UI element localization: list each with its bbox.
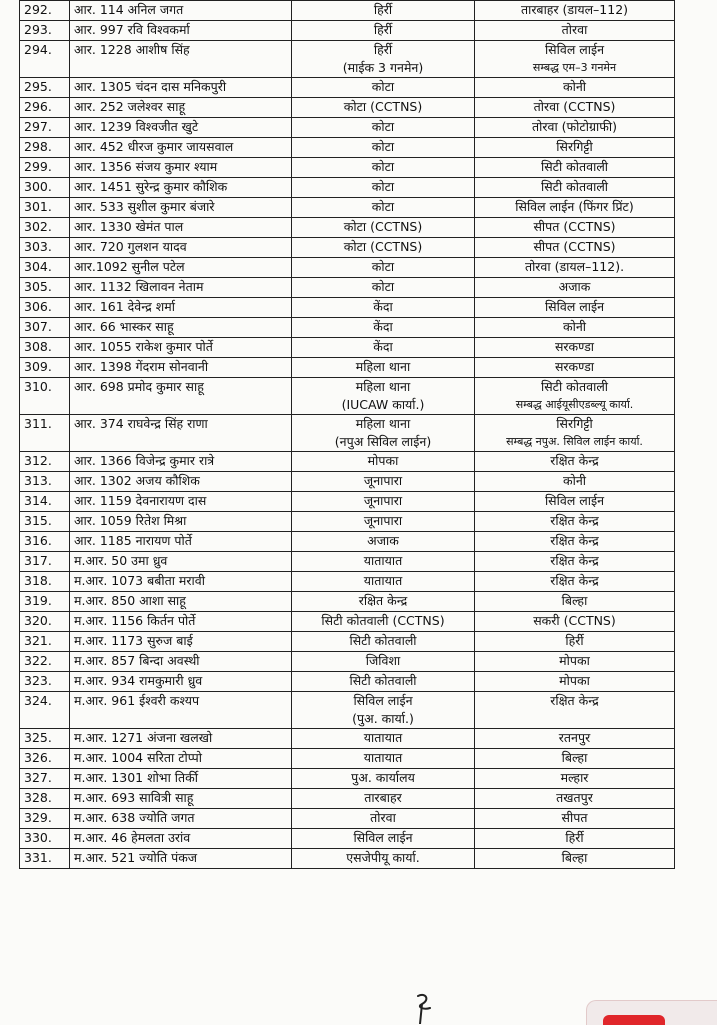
serial-number: 314.	[20, 492, 70, 512]
current-posting	[292, 21, 475, 41]
employee-name: आर. 1132 खिलावन नेताम	[70, 278, 292, 298]
new-posting-line: कोनी	[562, 473, 586, 488]
new-posting	[475, 472, 675, 492]
new-posting-line: सिटी कोतवाली	[540, 179, 609, 194]
table-row	[20, 238, 675, 258]
table-row	[20, 41, 675, 78]
employee-name: आर. 1451 सुरेन्द्र कुमार कौशिक	[70, 178, 292, 198]
employee-name: आर. 1356 संजय कुमार श्याम	[70, 158, 292, 178]
new-posting-line: सीपत (CCTNS)	[533, 219, 616, 234]
employee-name: म.आर. 693 सावित्री साहू	[70, 789, 292, 809]
serial-number: 302.	[20, 218, 70, 238]
new-posting	[475, 632, 675, 652]
serial-number: 323.	[20, 672, 70, 692]
new-posting-line: मोपका	[559, 673, 590, 688]
serial-number: 325.	[20, 729, 70, 749]
current-posting-line: केंदा	[373, 319, 393, 334]
current-posting-line: हिर्री	[373, 2, 393, 17]
new-posting	[475, 1, 675, 21]
current-posting	[292, 572, 475, 592]
current-posting	[292, 592, 475, 612]
current-posting-line: कोटा	[371, 259, 395, 274]
new-posting-line: सिविल लाईन	[544, 42, 605, 57]
new-posting	[475, 378, 675, 415]
new-posting	[475, 98, 675, 118]
current-posting-line: तारबाहर	[364, 790, 402, 805]
employee-name: म.आर. 46 हेमलता उरांव	[70, 829, 292, 849]
current-posting-line: कोटा (CCTNS)	[343, 239, 423, 254]
employee-name: म.आर. 1271 अंजना खलखो	[70, 729, 292, 749]
serial-number: 329.	[20, 809, 70, 829]
new-posting-line: सिरगिट्टी	[556, 139, 593, 154]
new-posting-line: रक्षित केन्द्र	[550, 453, 599, 468]
new-posting	[475, 218, 675, 238]
current-posting-line: कोटा	[371, 199, 395, 214]
employee-name: आर. 1330 खेमंत पाल	[70, 218, 292, 238]
current-posting	[292, 158, 475, 178]
new-posting-line: तारबाहर (डायल–112)	[520, 2, 629, 17]
current-posting	[292, 1, 475, 21]
new-posting	[475, 178, 675, 198]
current-posting	[292, 258, 475, 278]
new-posting	[475, 41, 675, 78]
new-posting-line: बिल्हा	[561, 850, 588, 865]
table-row	[20, 218, 675, 238]
serial-number: 300.	[20, 178, 70, 198]
table-row	[20, 472, 675, 492]
serial-number: 321.	[20, 632, 70, 652]
current-posting	[292, 472, 475, 492]
employee-name: म.आर. 521 ज्योति पंकज	[70, 849, 292, 869]
new-posting-line: तोरवा (डायल–112).	[524, 259, 625, 274]
serial-number: 312.	[20, 452, 70, 472]
employee-name: आर. 1305 चंदन दास मनिकपुरी	[70, 78, 292, 98]
serial-number: 294.	[20, 41, 70, 78]
new-posting-line: सिविल लाईन	[544, 493, 605, 508]
table-row	[20, 158, 675, 178]
table-row	[20, 21, 675, 41]
table-row	[20, 612, 675, 632]
table-row	[20, 1, 675, 21]
current-posting	[292, 632, 475, 652]
employee-name: आर. 1159 देवनारायण दास	[70, 492, 292, 512]
transfer-table	[19, 0, 675, 869]
new-posting	[475, 769, 675, 789]
current-posting	[292, 809, 475, 829]
table-row	[20, 532, 675, 552]
current-posting-line: महिला थाना	[355, 359, 411, 374]
current-posting-line: रक्षित केन्द्र	[358, 593, 408, 608]
serial-number: 298.	[20, 138, 70, 158]
table-row	[20, 318, 675, 338]
serial-number: 308.	[20, 338, 70, 358]
employee-name: आर. 1185 नारायण पोर्ते	[70, 532, 292, 552]
new-posting-line: तखतपुर	[556, 790, 593, 805]
employee-name: म.आर. 1173 सुरुज बाई	[70, 632, 292, 652]
current-posting-line: मोपका	[367, 453, 399, 468]
serial-number: 305.	[20, 278, 70, 298]
table-row	[20, 692, 675, 729]
table-row	[20, 258, 675, 278]
employee-name: आर. 66 भास्कर साहू	[70, 318, 292, 338]
serial-number: 328.	[20, 789, 70, 809]
table-row	[20, 198, 675, 218]
table-row	[20, 769, 675, 789]
current-posting-line: जूनापारा	[363, 513, 403, 528]
table-row	[20, 358, 675, 378]
current-posting	[292, 692, 475, 729]
serial-number: 317.	[20, 552, 70, 572]
current-posting	[292, 612, 475, 632]
current-posting	[292, 849, 475, 869]
table-row	[20, 378, 675, 415]
current-posting-line: सिटी कोतवाली (CCTNS)	[321, 613, 445, 628]
serial-number: 313.	[20, 472, 70, 492]
current-posting	[292, 138, 475, 158]
table-row	[20, 338, 675, 358]
new-posting	[475, 532, 675, 552]
new-posting-line: कोनी	[562, 79, 586, 94]
current-posting	[292, 492, 475, 512]
employee-name: आर. 1366 विजेन्द्र कुमार रात्रे	[70, 452, 292, 472]
serial-number: 326.	[20, 749, 70, 769]
table-row	[20, 729, 675, 749]
serial-number: 299.	[20, 158, 70, 178]
new-posting	[475, 672, 675, 692]
employee-name: आर. 1055 राकेश कुमार पोर्ते	[70, 338, 292, 358]
document-sheet	[19, 0, 674, 869]
serial-number: 310.	[20, 378, 70, 415]
current-posting-line: महिला थाना	[355, 416, 411, 431]
employee-name: आर. 114 अनिल जगत	[70, 1, 292, 21]
current-posting	[292, 512, 475, 532]
serial-number: 295.	[20, 78, 70, 98]
current-posting-line: केंदा	[373, 299, 393, 314]
table-row	[20, 672, 675, 692]
new-posting-line: सरकण्डा	[554, 359, 595, 374]
current-posting-line: सिटी कोतवाली	[349, 673, 417, 688]
employee-name: आर. 252 जलेश्वर साहू	[70, 98, 292, 118]
new-posting-line: सकरी (CCTNS)	[533, 613, 616, 628]
employee-name: म.आर. 1004 सरिता टोप्पो	[70, 749, 292, 769]
current-posting	[292, 769, 475, 789]
employee-name: आर. 1302 अजय कौशिक	[70, 472, 292, 492]
serial-number: 324.	[20, 692, 70, 729]
employee-name: आर. 997 रवि विश्वकर्मा	[70, 21, 292, 41]
table-row	[20, 278, 675, 298]
employee-name: म.आर. 961 ईश्वरी कश्यप	[70, 692, 292, 729]
serial-number: 301.	[20, 198, 70, 218]
current-posting-line: कोटा (CCTNS)	[343, 219, 423, 234]
current-posting-line: हिर्री	[373, 42, 393, 57]
new-posting	[475, 829, 675, 849]
new-posting	[475, 652, 675, 672]
table-row	[20, 749, 675, 769]
table-row	[20, 138, 675, 158]
current-posting	[292, 198, 475, 218]
table-row	[20, 118, 675, 138]
new-posting-line: रतनपुर	[558, 730, 591, 745]
serial-number: 303.	[20, 238, 70, 258]
current-posting-line: कोटा	[371, 119, 395, 134]
current-posting	[292, 78, 475, 98]
new-posting-line: तोरवा (CCTNS)	[533, 99, 616, 114]
new-posting	[475, 298, 675, 318]
new-posting-line: रक्षित केन्द्र	[550, 693, 599, 708]
employee-name: म.आर. 50 उमा ध्रुव	[70, 552, 292, 572]
new-posting-line: बिल्हा	[561, 593, 588, 608]
serial-number: 319.	[20, 592, 70, 612]
current-posting-line: हिर्री	[373, 22, 393, 37]
serial-number: 311.	[20, 415, 70, 452]
employee-name: आर. 452 धीरज कुमार जायसवाल	[70, 138, 292, 158]
table-row	[20, 592, 675, 612]
current-posting-line: यातायात	[363, 573, 403, 588]
new-posting-line: रक्षित केन्द्र	[550, 533, 599, 548]
current-posting	[292, 98, 475, 118]
current-posting	[292, 278, 475, 298]
serial-number: 304.	[20, 258, 70, 278]
new-posting-line: मोपका	[559, 653, 590, 668]
new-posting	[475, 238, 675, 258]
current-posting	[292, 532, 475, 552]
serial-number: 307.	[20, 318, 70, 338]
new-posting	[475, 592, 675, 612]
employee-name: आर. 720 गुलशन यादव	[70, 238, 292, 258]
current-posting-line: सिविल लाईन	[353, 693, 413, 708]
serial-number: 331.	[20, 849, 70, 869]
new-posting	[475, 158, 675, 178]
current-posting	[292, 318, 475, 338]
employee-name: आर. 698 प्रमोद कुमार साहू	[70, 378, 292, 415]
serial-number: 320.	[20, 612, 70, 632]
new-posting-line: सिटी कोतवाली	[540, 379, 609, 394]
signature-mark	[408, 990, 448, 1024]
current-posting	[292, 552, 475, 572]
current-posting-line: कोटा	[371, 79, 395, 94]
current-posting	[292, 829, 475, 849]
new-posting	[475, 809, 675, 829]
current-posting-line: यातायात	[363, 553, 403, 568]
new-posting	[475, 278, 675, 298]
employee-name: म.आर. 934 रामकुमारी ध्रुव	[70, 672, 292, 692]
serial-number: 297.	[20, 118, 70, 138]
new-posting	[475, 512, 675, 532]
employee-name: आर. 1059 रितेश मिश्रा	[70, 512, 292, 532]
new-posting-line: सिविल लाईन	[544, 299, 605, 314]
new-posting	[475, 692, 675, 729]
current-posting	[292, 118, 475, 138]
current-posting-line: (IUCAW कार्या.)	[341, 397, 425, 412]
new-posting	[475, 492, 675, 512]
table-row	[20, 789, 675, 809]
new-posting-line: सम्बद्ध नपुअ. सिविल लाईन कार्या.	[506, 435, 643, 448]
new-posting-line: रक्षित केन्द्र	[550, 573, 599, 588]
table-row	[20, 78, 675, 98]
table-row	[20, 552, 675, 572]
current-posting	[292, 729, 475, 749]
new-posting-line: तोरवा	[561, 22, 588, 37]
new-posting	[475, 749, 675, 769]
current-posting-line: कोटा	[371, 159, 395, 174]
new-posting	[475, 21, 675, 41]
new-posting-line: सीपत	[561, 810, 588, 825]
table-row	[20, 809, 675, 829]
employee-name: म.आर. 1073 बबीता मरावी	[70, 572, 292, 592]
new-posting-line: सिरगिट्टी	[556, 416, 593, 431]
new-posting	[475, 572, 675, 592]
new-posting-line: बिल्हा	[561, 750, 588, 765]
employee-name: आर. 161 देवेन्द्र शर्मा	[70, 298, 292, 318]
current-posting-line: सिटी कोतवाली	[349, 633, 417, 648]
current-posting-line: पुअ. कार्यालय	[351, 770, 415, 785]
table-row	[20, 98, 675, 118]
new-posting-line: सम्बद्ध एम–3 गनमेन	[532, 61, 617, 74]
serial-number: 330.	[20, 829, 70, 849]
current-posting	[292, 41, 475, 78]
current-posting-line: कोटा	[371, 279, 395, 294]
table-row	[20, 572, 675, 592]
new-posting	[475, 612, 675, 632]
current-posting-line: महिला थाना	[355, 379, 411, 394]
table-row	[20, 492, 675, 512]
table-row	[20, 178, 675, 198]
new-posting-line: सिटी कोतवाली	[540, 159, 609, 174]
current-posting-line: जूनापारा	[363, 473, 403, 488]
current-posting-line: (माईक 3 गनमेन)	[342, 60, 424, 75]
current-posting-line: सिविल लाईन	[353, 830, 413, 845]
serial-number: 315.	[20, 512, 70, 532]
current-posting	[292, 298, 475, 318]
current-posting	[292, 452, 475, 472]
employee-name: आर. 1398 गेंदराम सोनवानी	[70, 358, 292, 378]
current-posting-line: अजाक	[367, 533, 399, 548]
table-row	[20, 829, 675, 849]
current-posting	[292, 415, 475, 452]
new-posting	[475, 849, 675, 869]
current-posting-line: यातायात	[363, 730, 403, 745]
new-posting-line: रक्षित केन्द्र	[550, 513, 599, 528]
current-posting	[292, 378, 475, 415]
employee-name: म.आर. 857 बिन्दा अवस्थी	[70, 652, 292, 672]
corner-stamp	[586, 1000, 717, 1025]
new-posting-line: सिविल लाईन (फिंगर प्रिंट)	[515, 199, 634, 214]
new-posting	[475, 452, 675, 472]
serial-number: 318.	[20, 572, 70, 592]
employee-name: म.आर. 850 आशा साहू	[70, 592, 292, 612]
transfer-table-body	[20, 1, 675, 869]
employee-name: आर.1092 सुनील पटेल	[70, 258, 292, 278]
table-row	[20, 632, 675, 652]
new-posting-line: सम्बद्ध आईयूसीएडब्ल्यू कार्या.	[515, 398, 634, 411]
new-posting-line: तोरवा (फोटोग्राफी)	[532, 119, 617, 134]
new-posting	[475, 258, 675, 278]
serial-number: 293.	[20, 21, 70, 41]
new-posting	[475, 415, 675, 452]
new-posting-line: सरकण्डा	[554, 339, 595, 354]
current-posting-line: कोटा	[371, 139, 395, 154]
serial-number: 292.	[20, 1, 70, 21]
table-row	[20, 652, 675, 672]
current-posting	[292, 218, 475, 238]
employee-name: म.आर. 1156 किर्तन पोर्ते	[70, 612, 292, 632]
new-posting	[475, 198, 675, 218]
table-row	[20, 849, 675, 869]
serial-number: 306.	[20, 298, 70, 318]
current-posting	[292, 358, 475, 378]
new-posting	[475, 729, 675, 749]
new-posting-line: हिर्री	[565, 633, 584, 648]
new-posting	[475, 318, 675, 338]
current-posting-line: यातायात	[363, 750, 403, 765]
employee-name: आर. 374 राघवेन्द्र सिंह राणा	[70, 415, 292, 452]
current-posting	[292, 652, 475, 672]
serial-number: 296.	[20, 98, 70, 118]
new-posting	[475, 552, 675, 572]
serial-number: 322.	[20, 652, 70, 672]
new-posting-line: हिर्री	[565, 830, 584, 845]
table-row	[20, 298, 675, 318]
current-posting-line: कोटा (CCTNS)	[343, 99, 423, 114]
new-posting	[475, 338, 675, 358]
new-posting-line: मल्हार	[560, 770, 589, 785]
new-posting	[475, 118, 675, 138]
current-posting	[292, 672, 475, 692]
new-posting-line: सीपत (CCTNS)	[533, 239, 616, 254]
table-row	[20, 452, 675, 472]
new-posting	[475, 789, 675, 809]
employee-name: म.आर. 1301 शोभा तिर्की	[70, 769, 292, 789]
current-posting-line: (पुअ. कार्या.)	[352, 711, 414, 726]
new-posting-line: रक्षित केन्द्र	[550, 553, 599, 568]
current-posting-line: केंदा	[373, 339, 393, 354]
current-posting-line: (नपुअ सिविल लाईन)	[334, 434, 432, 449]
current-posting-line: जूनापारा	[363, 493, 403, 508]
current-posting-line: कोटा	[371, 179, 395, 194]
current-posting-line: तोरवा	[370, 810, 396, 825]
new-posting-line: कोनी	[562, 319, 586, 334]
serial-number: 316.	[20, 532, 70, 552]
new-posting	[475, 138, 675, 158]
current-posting	[292, 338, 475, 358]
table-row	[20, 512, 675, 532]
current-posting	[292, 178, 475, 198]
new-posting-line: अजाक	[558, 279, 591, 294]
serial-number: 327.	[20, 769, 70, 789]
serial-number: 309.	[20, 358, 70, 378]
current-posting	[292, 238, 475, 258]
current-posting-line: एसजेपीयू कार्या.	[346, 850, 420, 865]
new-posting	[475, 358, 675, 378]
employee-name: म.आर. 638 ज्योति जगत	[70, 809, 292, 829]
new-posting	[475, 78, 675, 98]
employee-name: आर. 1239 विश्वजीत खुटे	[70, 118, 292, 138]
table-row	[20, 415, 675, 452]
employee-name: आर. 1228 आशीष सिंह	[70, 41, 292, 78]
current-posting-line: जिविशा	[365, 653, 401, 668]
employee-name: आर. 533 सुशील कुमार बंजारे	[70, 198, 292, 218]
current-posting	[292, 749, 475, 769]
current-posting	[292, 789, 475, 809]
